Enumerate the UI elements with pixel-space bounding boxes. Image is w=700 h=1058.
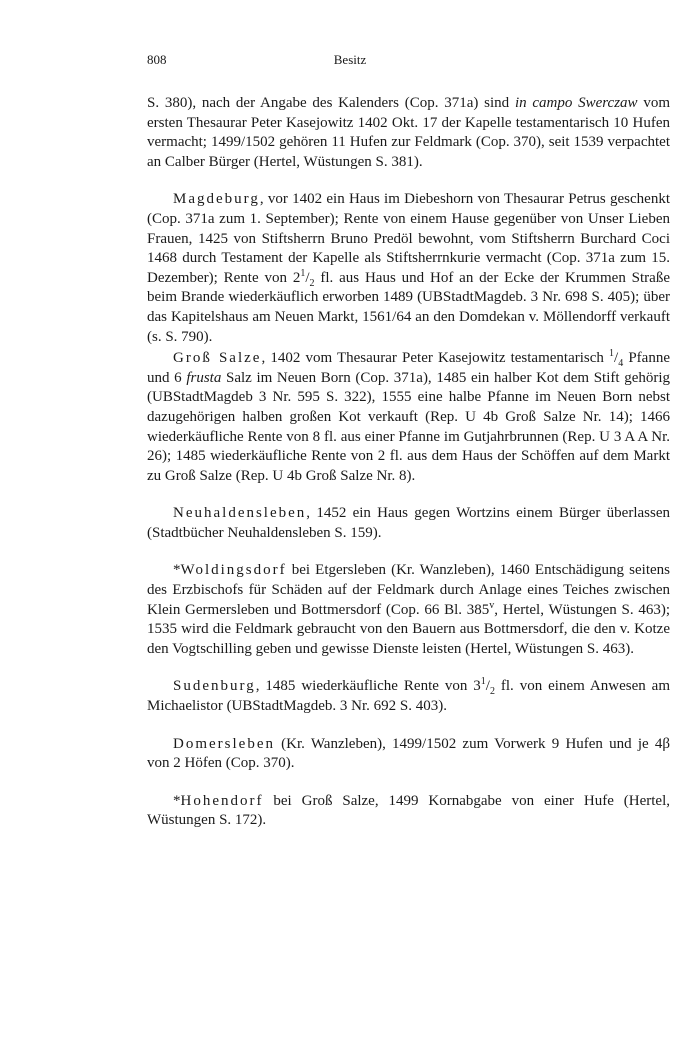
paragraph-domersleben: Domersleben (Kr. Wanzleben), 1499/1502 zum Vorwerk 9 Hufen und je 4β von 2 Höfen (Cop. 370). [147, 735, 670, 772]
latin-phrase: in campo Swerczaw [514, 95, 638, 111]
desert-marker: * [173, 792, 181, 809]
paragraph-woldingsdorf: *Woldingsdorf bei Etgersleben (Kr. Wanzleben), 1460 Entschädigung seitens des Erzbischofs für Schäden auf der Feldmark durch Anlage eines Teiches zwischen Klein Germersleben und Bottmersdorf (Cop. 66 Bl. 385$^v$, Hertel, Wüstungen S. 463); 1535 wird die Feldmark gebraucht von den Bauern aus Bottmersdorf, die den v. Kotze den Vogtschilling geben und gewisse Dienste leisten (Hertel, Wüstungen S. 463). [147, 562, 670, 657]
fraction-numerator: 1 [300, 267, 306, 279]
verso-marker: v [489, 599, 495, 611]
place-name: Neuhaldensleben [173, 505, 307, 522]
place-name: Woldingsdorf [180, 562, 287, 579]
desert-marker: * [173, 562, 181, 579]
latin-word: frusta [186, 369, 222, 386]
place-name: Magdeburg [173, 191, 260, 208]
fraction-denominator: 2 [309, 277, 315, 289]
paragraph-sudenburg: Sudenburg, 1485 wiederkäufliche Rente von $3^1/_2$ fl. von einem Anwesen am Michaelistor (UBStadtMagdeb. 3 Nr. 692 S. 403). [147, 676, 670, 715]
place-name: Groß Salze [173, 350, 262, 367]
paragraph-neuhaldensleben: Neuhaldensleben, 1452 ein Haus gegen Wortzins einem Bürger überlassen (Stadtbücher Neuhaldensleben S. 159). [147, 505, 670, 541]
page-number: 808 [147, 52, 167, 67]
running-title: Besitz [333, 52, 367, 67]
paragraph-magdeburg: Magdeburg, vor 1402 ein Haus im Diebeshorn von Thesaurar Petrus geschenkt (Cop. 371a zum 1. September); Rente von einem Hause gegenüber von Unser Lieben Frauen, 1425 von Stiftsherrn Bruno Predöl bewohnt, vom Stiftsherrn Burchard Coci 1468 durch Testament der Kapelle als Stiftsherrnkurie vermacht (Cop. 371a zum 15. Dezember); Rente von $2^1/_2$ fl. aus Haus und Hof an der Ecke der Krummen Straße beim Brande wiederkäuflich erworben 1489 (UBStadtMagdeb. 3 Nr. 698 S. 405); über das Kapitelshaus am Neuen Markt, 1561/64 an den Domdekan v. Möllendorff verkauft (s. S. 790). [147, 191, 670, 345]
place-name: Sudenburg [173, 678, 256, 695]
fraction-numerator: 1 [480, 676, 486, 688]
body-text [147, 94, 670, 831]
place-name: Hohendorf [180, 792, 264, 809]
fraction-denominator: 4 [618, 358, 624, 370]
fraction-denominator: 2 [489, 686, 495, 698]
place-name: Domersleben [173, 735, 275, 752]
fraction-numerator: 1 [609, 348, 615, 360]
paragraph-swerczaw: S. 380), nach der Angabe des Kalenders (Cop. 371a) sind in campo Swerczaw vom ersten Thesaurar Peter Kasejowitz 1402 Okt. 17 der Kapelle testamentarisch 10 Hufen vermacht; 1499/1502 gehören 11 Hufen zur Feldmark (Cop. 370), seit 1539 verpachtet an Calber Bürger (Hertel, Wüstungen S. 381). [147, 95, 670, 170]
paragraph-gross-salze: Groß Salze, 1402 vom Thesaurar Peter Kasejowitz testamentarisch $^1/_4$ Pfanne und 6 frusta Salz im Neuen Born (Cop. 371a), 1485 ein halber Kot dem Stift gehörig (UBStadtMagdeb 3 Nr. 595 S. 322), 1555 eine halbe Pfanne im Neuen Born nebst dazugehörigen halben großen Kot verkauft (Rep. U 4b Groß Salze Nr. 14); 1466 wiederkäufliche Rente von 8 fl. aus einer Pfanne im Gutjahrbrunnen (Rep. U 3 A A Nr. 26); 1485 wiederkäufliche Rente von 2 fl. aus dem Haus der Schöffen auf dem Markt zu Groß Salze (Rep. U 4b Groß Salze Nr. 8). [147, 348, 671, 484]
paragraph-hohendorf: *Hohendorf bei Groß Salze, 1499 Kornabgabe von einer Hufe (Hertel, Wüstungen S. 172). [147, 792, 670, 829]
